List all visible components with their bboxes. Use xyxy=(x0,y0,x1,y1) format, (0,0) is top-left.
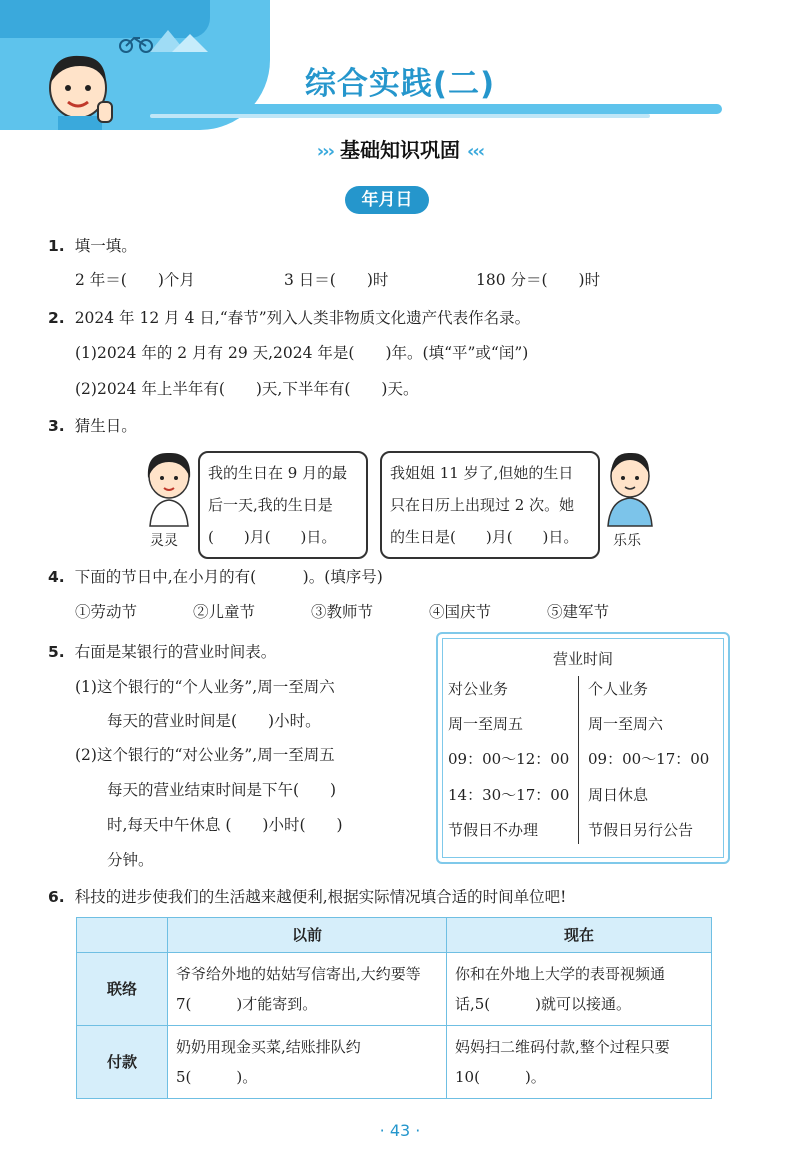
q3-number: 3. xyxy=(48,417,65,435)
girl-avatar-icon xyxy=(140,448,198,528)
q2-text: 2024 年 12 月 4 日,“春节”列入人类非物质文化遗产代表作名录。 xyxy=(74,309,531,327)
q6-stem xyxy=(48,885,566,907)
girl-name: 灵灵 xyxy=(150,533,178,549)
page-title: 综合实践(二) xyxy=(304,66,496,102)
page-number: · 43 · xyxy=(379,1121,421,1140)
q2-number: 2. xyxy=(48,309,65,327)
schedule-left-3: 09：00～12：00 xyxy=(448,750,570,768)
cell-contact-now: 你和在外地上大学的表哥视频通话,5( )就可以接通。 xyxy=(447,953,712,1026)
q1-stem xyxy=(48,234,137,256)
section-heading xyxy=(0,134,800,163)
q5-number: 5. xyxy=(48,643,65,661)
arrow-left-icon: ‹‹‹ xyxy=(466,141,484,162)
schedule-left-2: 周一至周五 xyxy=(448,715,524,733)
schedule-right-1: 个人业务 xyxy=(588,680,649,698)
boy-bubble-line-1: 我姐姐 11 岁了,但她的生日 xyxy=(390,464,574,482)
q3-stem xyxy=(48,414,137,436)
q2-sub2: (2)2024 年上半年有( )天,下半年有( )天。 xyxy=(75,380,419,398)
q3-text: 猜生日。 xyxy=(74,417,137,435)
cell-payment-now: 妈妈扫二维码付款,整个过程只要 10( )。 xyxy=(447,1026,712,1099)
q4-option-2: ②儿童节 xyxy=(193,603,256,621)
q1-item-3: 180 分＝( )时 xyxy=(476,271,601,289)
q5-sub2-line1: (2)这个银行的“对公业务”,周一至周五 xyxy=(75,746,335,764)
q4-stem xyxy=(48,565,383,587)
header-cell-before: 以前 xyxy=(168,918,447,953)
arrow-right-icon: ››› xyxy=(316,141,334,162)
q4-option-3: ③教师节 xyxy=(311,603,374,621)
cell-contact-before: 爷爷给外地的姑姑写信寄出,大约要等 7( )才能寄到。 xyxy=(168,953,447,1026)
q2-stem xyxy=(48,306,530,328)
q4-option-5: ⑤建军节 xyxy=(547,603,610,621)
header-bar-shadow xyxy=(150,114,650,118)
boy-bubble-line-2: 只在日历上出现过 2 次。她 xyxy=(390,496,575,514)
schedule-left-5: 节假日不办理 xyxy=(448,821,539,839)
row-label-payment: 付款 xyxy=(77,1026,168,1099)
q1-number: 1. xyxy=(48,237,65,255)
q4-text: 下面的节日中,在小月的有( )。(填序号) xyxy=(74,568,383,586)
topic-pill: 年月日 xyxy=(345,186,429,214)
q6-text: 科技的进步使我们的生活越来越便利,根据实际情况填合适的时间单位吧! xyxy=(74,888,567,906)
schedule-right-4: 周日休息 xyxy=(588,786,649,804)
row-label-contact: 联络 xyxy=(77,953,168,1026)
q4-option-1: ①劳动节 xyxy=(75,603,138,621)
q5-sub1-line1: (1)这个银行的“个人业务”,周一至周六 xyxy=(75,678,335,696)
q4-number: 4. xyxy=(48,568,65,586)
boy-bubble-line-3: 的生日是( )月( )日。 xyxy=(390,528,579,546)
table-header-row xyxy=(77,918,712,953)
q1-text: 填一填。 xyxy=(74,237,137,255)
q5-text: 右面是某银行的营业时间表。 xyxy=(74,643,277,661)
schedule-divider xyxy=(578,676,579,844)
girl-speech-bubble xyxy=(198,451,368,559)
boy-speech-bubble xyxy=(380,451,600,559)
header-bar xyxy=(215,104,722,114)
q5-sub2-line2: 每天的营业结束时间是下午( ) xyxy=(107,781,337,799)
boy-avatar-icon xyxy=(600,448,660,528)
schedule-left-1: 对公业务 xyxy=(448,680,509,698)
cell-payment-before: 奶奶用现金买菜,结账排队约 5( )。 xyxy=(168,1026,447,1099)
q1-item-1: 2 年＝( )个月 xyxy=(75,271,195,289)
header-cell-empty xyxy=(77,918,168,953)
table-row xyxy=(77,953,712,1026)
q5-sub1-line2: 每天的营业时间是( )小时。 xyxy=(107,712,321,730)
table-row xyxy=(77,1026,712,1099)
q4-option-4: ④国庆节 xyxy=(429,603,492,621)
schedule-right-2: 周一至周六 xyxy=(588,715,664,733)
q5-stem xyxy=(48,640,276,662)
section-label: 基础知识巩固 xyxy=(340,138,460,162)
q2-sub1: (1)2024 年的 2 月有 29 天,2024 年是( )年。(填“平”或“闰”) xyxy=(75,344,529,362)
business-hours-table xyxy=(436,632,730,864)
boy-name: 乐乐 xyxy=(613,533,641,549)
girl-bubble-line-2: 后一天,我的生日是 xyxy=(208,496,333,514)
schedule-title: 营业时间 xyxy=(552,650,613,668)
girl-bubble-line-1: 我的生日在 9 月的最 xyxy=(208,464,348,482)
q5-sub2-line3: 时,每天中午休息 ( )小时( ) xyxy=(107,816,343,834)
schedule-left-4: 14：30～17：00 xyxy=(448,786,570,804)
q5-sub2-line4: 分钟。 xyxy=(107,851,154,869)
girl-bubble-line-3: ( )月( )日。 xyxy=(208,528,337,546)
q1-item-2: 3 日＝( )时 xyxy=(284,271,389,289)
schedule-right-3: 09：00～17：00 xyxy=(588,750,710,768)
time-unit-table xyxy=(76,917,712,1099)
header-cell-now: 现在 xyxy=(447,918,712,953)
schedule-right-5: 节假日另行公告 xyxy=(588,821,694,839)
q6-number: 6. xyxy=(48,888,65,906)
bicycle-mountain-icon xyxy=(110,24,220,54)
